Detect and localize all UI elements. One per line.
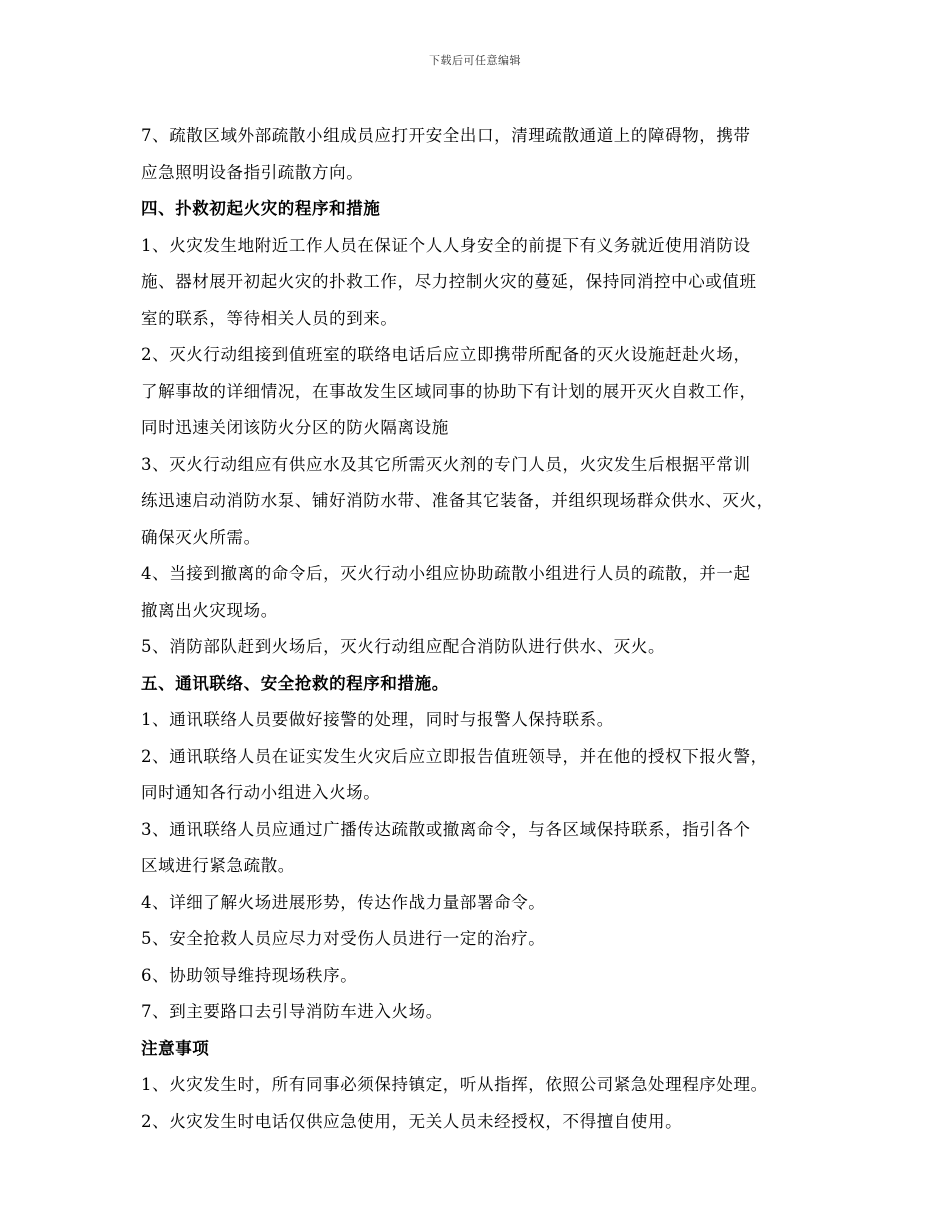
paragraph-line: 7、疏散区域外部疏散小组成员应打开安全出口，清理疏散通道上的障碍物，携带 (141, 126, 751, 145)
paragraph-line: 了解事故的详细情况，在事故发生区域同事的协助下有计划的展开灭火自救工作， (141, 381, 757, 401)
paragraph-line: 确保灭火所需。 (141, 527, 261, 547)
section-heading: 五、通讯联络、安全抢救的程序和措施。 (141, 673, 449, 693)
paragraph-line: 4、详细了解火场进展形势，传达作战力量部署命令。 (141, 892, 546, 912)
paragraph-line: 3、灭火行动组应有供应水及其它所需灭火剂的专门人员，火灾发生后根据平常训 (141, 454, 751, 474)
paragraph-line: 施、器材展开初起火灾的扑救工作，尽力控制火灾的蔓延，保持同消控中心或值班 (141, 272, 757, 291)
paragraph-line: 7、到主要路口去引导消防车进入火场。 (141, 1002, 443, 1021)
paragraph-line: 同时通知各行动小组进入火场。 (141, 783, 381, 802)
paragraph-line: 4、当接到撤离的命令后，灭火行动小组应协助疏散小组进行人员的疏散，并一起 (141, 564, 751, 583)
paragraph-line: 同时迅速关闭该防火分区的防火隔离设施 (141, 418, 449, 437)
paragraph-line: 1、火灾发生地附近工作人员在保证个人人身安全的前提下有义务就近使用消防设 (141, 235, 751, 255)
paragraph-line: 区域进行紧急疏散。 (141, 856, 295, 875)
paragraph-line: 撤离出火灾现场。 (141, 600, 278, 620)
paragraph-line: 5、消防部队赶到火场后，灭火行动组应配合消防队进行供水、灭火。 (141, 637, 666, 656)
paragraph-line: 3、通讯联络人员应通过广播传达疏散或撤离命令，与各区域保持联系，指引各个 (141, 819, 751, 839)
paragraph-line: 练迅速启动消防水泵、铺好消防水带、准备其它装备，并组织现场群众供水、灭火， (141, 491, 774, 510)
paragraph-line: 6、协助领导维持现场秩序。 (141, 965, 358, 985)
paragraph-line: 5、安全抢救人员应尽力对受伤人员进行一定的治疗。 (141, 929, 546, 948)
paragraph-line: 2、通讯联络人员在证实发生火灾后应立即报告值班领导，并在他的授权下报火警， (141, 746, 768, 766)
section-heading: 注意事项 (141, 1038, 210, 1058)
paragraph-line: 应急照明设备指引疏散方向。 (141, 162, 364, 182)
paragraph-line: 2、火灾发生时电话仅供应急使用，无关人员未经授权，不得擅自使用。 (141, 1111, 683, 1131)
paragraph-line: 2、灭火行动组接到值班室的联络电话后应立即携带所配备的灭火设施赶赴火场， (141, 345, 751, 364)
page-header-note: 下载后可任意编辑 (429, 54, 521, 67)
paragraph-line: 室的联系，等待相关人员的到来。 (141, 308, 398, 328)
paragraph-line: 1、火灾发生时，所有同事必须保持镇定，听从指挥，依照公司紧急处理程序处理。 (141, 1075, 768, 1094)
section-heading: 四、扑救初起火灾的程序和措施 (141, 199, 381, 218)
paragraph-line: 1、通讯联络人员要做好接警的处理，同时与报警人保持联系。 (141, 710, 614, 729)
document-body (141, 118, 831, 1140)
